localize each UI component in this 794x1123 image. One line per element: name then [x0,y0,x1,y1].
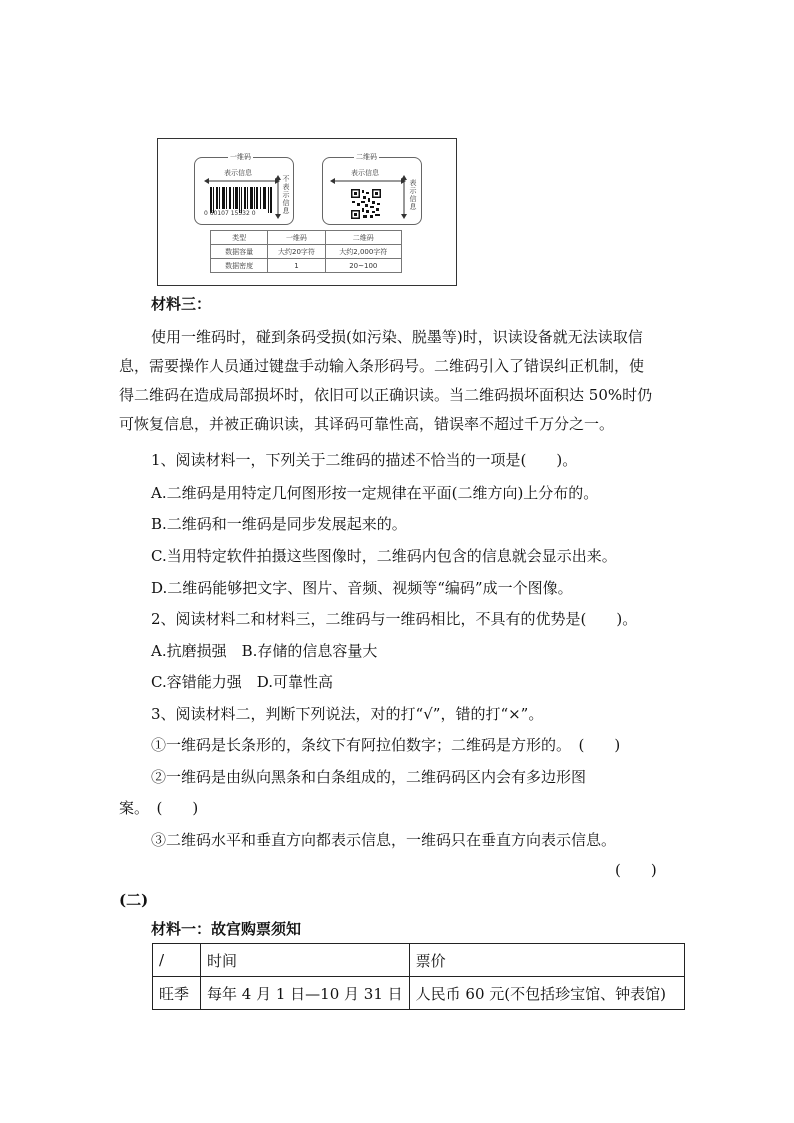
two-d-info-label: 表示信息 [351,169,379,177]
table-header-cell: 一维码 [268,231,325,245]
q3-statement-3-line-1: ③二维码水平和垂直方向都表示信息，一维码只在垂直方向表示信息。 [151,831,617,849]
table-header-cell: 二维码 [325,231,401,245]
qr-code-icon [351,189,381,219]
material3-heading: 材料三： [151,295,212,313]
table-cell: 旺季 [153,977,201,1010]
q1-option-c: C.当用特定软件拍摄这些图像时，二维码内包含的信息就会显示出来。 [151,547,617,565]
q3-statement-2-line-1: ②一维码是由纵向黑条和白条组成的，二维码码区内会有多边形图 [151,768,587,786]
table-header-cell: / [153,944,201,977]
table-cell: 数据容量 [211,245,268,259]
barcode-comparison-figure [157,138,457,286]
q1-stem: 1、阅读材料一，下列关于二维码的描述不恰当的一项是( )。 [151,451,578,469]
table-cell: 1 [268,259,325,273]
two-d-arrow-vertical [400,175,408,219]
table-row [211,259,402,273]
q1-option-b: B.二维码和一维码是同步发展起来的。 [151,515,407,533]
table-cell: 大约2,000字符 [325,245,401,259]
table-cell: 数据密度 [211,259,268,273]
material1-heading: 材料一：故宫购票须知 [151,920,302,938]
two-d-side-label: 表示信息 [409,179,417,211]
q2-options-cd: C.容错能力强 D.可靠性高 [151,673,333,691]
figure-comparison-table [210,230,402,273]
material3-line-1: 使用一维码时，碰到条码受损(如污染、脱墨等)时，识读设备就无法读取信 [151,328,643,346]
barcode-digits: 0 60107 15332 0 [204,210,256,217]
table-cell: 大约20字符 [268,245,325,259]
table-cell: 20~100 [325,259,401,273]
table-row [211,245,402,259]
table-cell: 每年 4 月 1 日—10 月 31 日 [201,977,410,1010]
q1-option-d: D.二维码能够把文字、图片、音频、视频等“编码”成一个图像。 [151,579,573,597]
one-d-side-label: 不表示信息 [282,175,290,215]
table-header-cell: 时间 [201,944,410,977]
one-d-code-title: 一维码 [230,153,251,161]
q2-options-ab: A.抗磨损强 B.存储的信息容量大 [151,642,378,660]
table-row [153,977,685,1010]
table-header-cell: 票价 [409,944,684,977]
section-2-number: (二) [119,891,149,909]
material3-line-4: 可恢复信息，并被正确识读，其译码可靠性高，错误率不超过千万分之一。 [119,415,615,433]
q3-statement-1: ①一维码是长条形的，条纹下有阿拉伯数字；二维码是方形的。 ( ) [151,736,621,754]
one-d-arrow-vertical [274,175,282,219]
one-d-arrow-horizontal [204,177,280,185]
two-d-arrow-horizontal [330,177,406,185]
q3-statement-3-answer-bracket: ( ) [615,861,657,879]
q2-stem: 2、阅读材料二和材料三，二维码与一维码相比，不具有的优势是( )。 [151,610,638,628]
ticket-info-table [152,943,685,1010]
table-header-cell: 类型 [211,231,268,245]
table-header-row [153,944,685,977]
q3-stem: 3、阅读材料二，判断下列说法，对的打“√”，错的打“×”。 [151,705,544,723]
two-d-code-title: 二维码 [356,153,377,161]
table-header-row [211,231,402,245]
q3-statement-2-line-2: 案。 ( ) [119,799,199,817]
material3-line-2: 息，需要操作人员通过键盘手动输入条形码号。二维码引入了错误纠正机制，使 [119,357,645,375]
one-d-info-label: 表示信息 [224,169,252,177]
material3-line-3: 得二维码在造成局部损坏时，依旧可以正确识读。当二维码损坏面积达 50%时仍 [119,386,653,404]
q1-option-a: A.二维码是用特定几何图形按一定规律在平面(二维方向)上分布的。 [151,484,599,502]
table-cell: 人民币 60 元(不包括珍宝馆、钟表馆) [409,977,684,1010]
